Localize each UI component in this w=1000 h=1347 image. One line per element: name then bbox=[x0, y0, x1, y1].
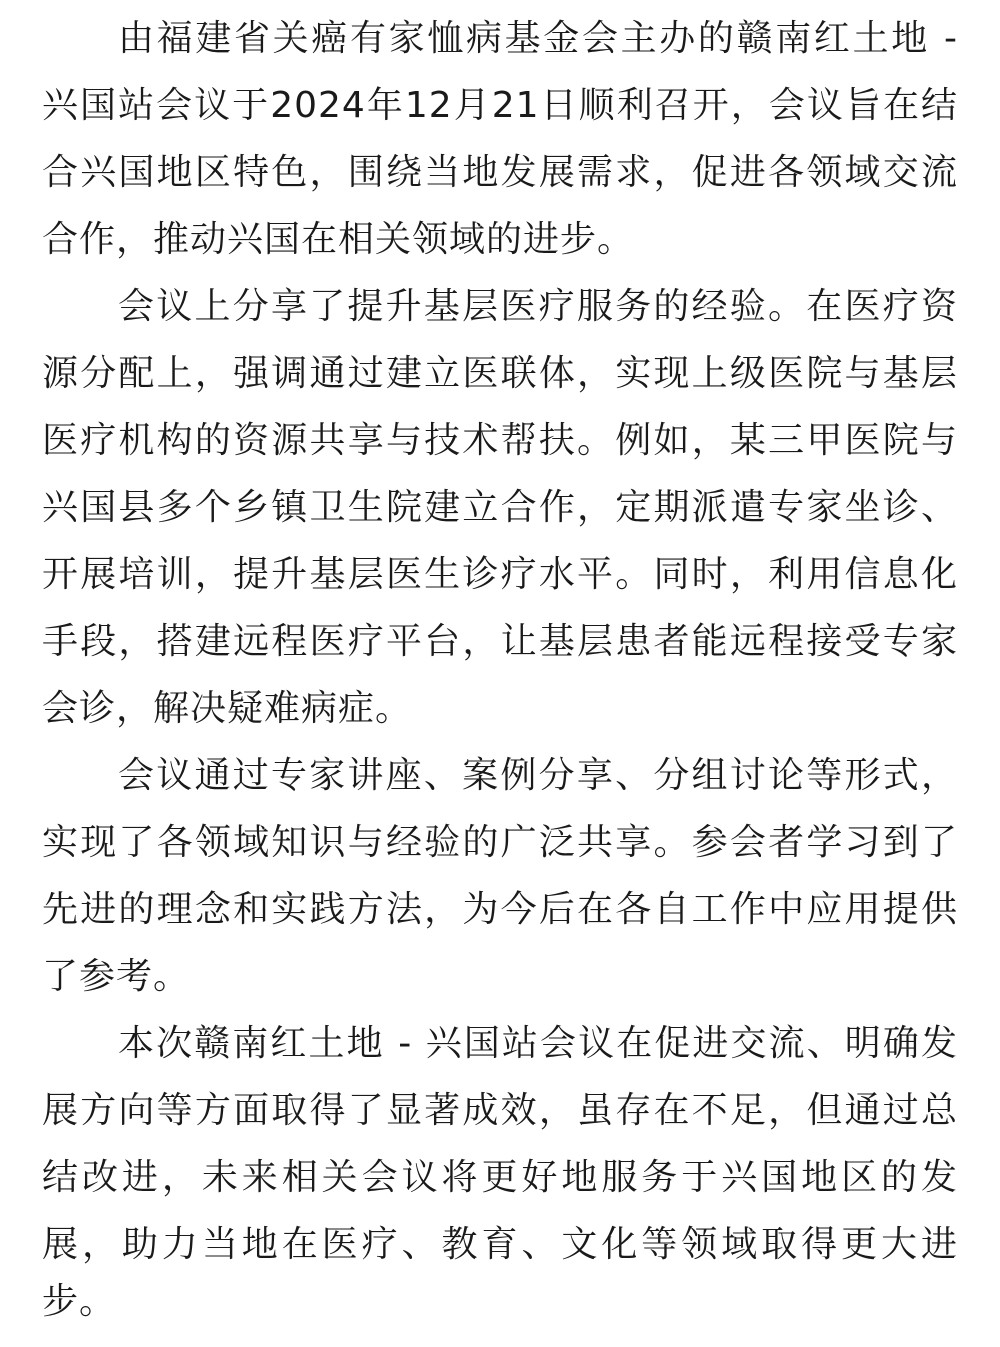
paragraph-4-line-1: 本次赣南红土地 - 兴国站会议在促进交流、明确发 bbox=[118, 1023, 958, 1064]
paragraph-2-line-3: 医疗机构的资源共享与技术帮扶。例如，某三甲医院与 bbox=[42, 420, 958, 461]
paragraph-3-line-1: 会议通过专家讲座、案例分享、分组讨论等形式， bbox=[118, 755, 958, 796]
paragraph-2-line-7: 会诊，解决疑难病症。 bbox=[42, 688, 413, 729]
paragraph-4-line-4: 展，助力当地在医疗、教育、文化等领域取得更大进 bbox=[42, 1224, 958, 1265]
paragraph-2-line-5: 开展培训，提升基层医生诊疗水平。同时，利用信息化 bbox=[42, 554, 958, 595]
paragraph-1-line-4: 合作，推动兴国在相关领域的进步。 bbox=[42, 219, 635, 260]
paragraph-1-line-1: 由福建省关癌有家恤病基金会主办的赣南红土地 - bbox=[118, 18, 958, 59]
paragraph-2-line-2: 源分配上，强调通过建立医联体，实现上级医院与基层 bbox=[42, 353, 958, 394]
paragraph-1-line-3: 合兴国地区特色，围绕当地发展需求，促进各领域交流 bbox=[42, 152, 958, 193]
paragraph-4-line-2: 展方向等方面取得了显著成效，虽存在不足，但通过总 bbox=[42, 1090, 958, 1131]
paragraph-2-line-1: 会议上分享了提升基层医疗服务的经验。在医疗资 bbox=[118, 286, 958, 327]
paragraph-2-line-4: 兴国县多个乡镇卫生院建立合作，定期派遣专家坐诊、 bbox=[42, 487, 958, 528]
paragraph-3-line-4: 了参考。 bbox=[42, 956, 191, 997]
paragraph-3-line-3: 先进的理念和实践方法，为今后在各自工作中应用提供 bbox=[42, 889, 958, 930]
paragraph-4-line-3: 结改进，未来相关会议将更好地服务于兴国地区的发 bbox=[42, 1157, 958, 1198]
paragraph-1-line-2: 兴国站会议于2024年12月21日顺利召开，会议旨在结 bbox=[42, 85, 958, 126]
paragraph-4-line-5: 步。 bbox=[42, 1281, 117, 1322]
paragraph-2-line-6: 手段，搭建远程医疗平台，让基层患者能远程接受专家 bbox=[42, 621, 958, 662]
paragraph-3-line-2: 实现了各领域知识与经验的广泛共享。参会者学习到了 bbox=[42, 822, 958, 863]
